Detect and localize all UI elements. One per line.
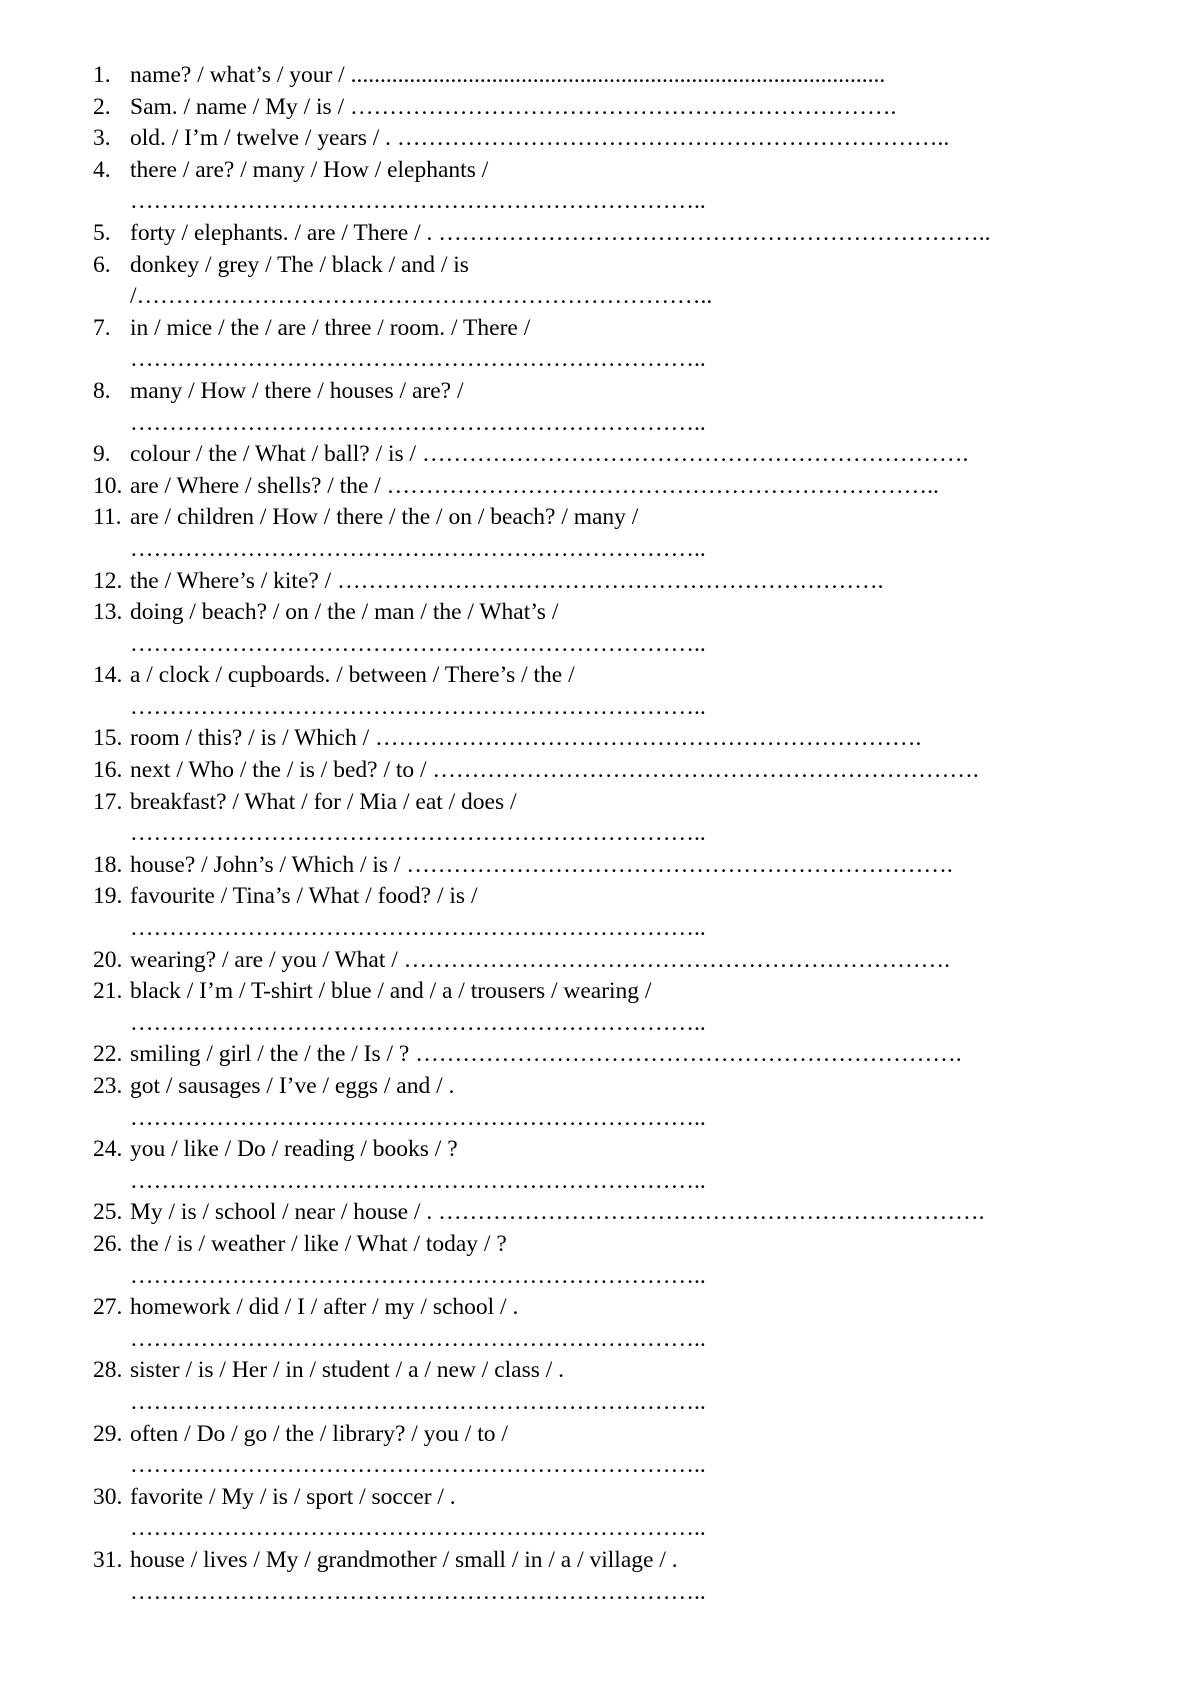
scrambled-words <box>93 850 990 882</box>
answer-blank-inline[interactable]: ……………………………………………………………. <box>375 725 922 752</box>
scrambled-words <box>93 439 990 471</box>
prompt-text: you / like / Do / reading / books / ? <box>130 1136 458 1163</box>
scrambled-words <box>93 1039 990 1071</box>
exercise-number: 27. <box>93 1294 123 1321</box>
scrambled-words <box>93 313 990 345</box>
prompt-text: My / is / school / near / house / . <box>130 1199 439 1226</box>
scrambled-words <box>93 376 990 408</box>
prompt-text: often / Do / go / the / library? / you / to / <box>130 1420 508 1447</box>
prompt-text: doing / beach? / on / the / man / the / What’s / <box>130 599 559 626</box>
exercise-number: 17. <box>93 788 123 815</box>
answer-blank-inline[interactable]: …………………………………………………………….. <box>396 125 950 152</box>
scrambled-words <box>93 123 990 155</box>
prompt-text: donkey / grey / The / black / and / is <box>130 251 469 278</box>
prompt-text: a / clock / cupboards. / between / There’s / the / <box>130 662 575 689</box>
prompt-text: there / are? / many / How / elephants / <box>130 156 489 183</box>
prompt-text: black / I’m / T-shirt / blue / and / a / trousers / wearing / <box>130 978 652 1005</box>
exercise-number: 11. <box>93 504 122 531</box>
prompt-text: are / children / How / there / the / on / beach? / many / <box>130 504 639 531</box>
exercise-number: 24. <box>93 1136 123 1163</box>
prompt-text: are / Where / shells? / the / <box>130 472 387 499</box>
exercise-number: 12. <box>93 567 123 594</box>
answer-blank-line[interactable]: ……………………………………………………………….. <box>130 1167 706 1194</box>
prompt-text: the / Where’s / kite? / <box>130 567 338 594</box>
answer-blank-inline[interactable]: ……………………………………………………………. <box>438 1199 985 1226</box>
exercise-number: 18. <box>93 851 123 878</box>
scrambled-words <box>93 218 990 250</box>
exercise-item <box>93 755 990 787</box>
prompt-text: in / mice / the / are / three / room. / There / <box>130 314 531 341</box>
scrambled-words <box>93 787 990 819</box>
answer-blank-line[interactable]: ……………………………………………………………….. <box>130 1325 706 1352</box>
exercise-number: 22. <box>93 1041 123 1068</box>
answer-blank-inline[interactable]: …………………………………………………………….. <box>438 219 991 246</box>
answer-blank-line[interactable]: ……………………………………………………………….. <box>130 1515 706 1542</box>
answer-blank-line[interactable]: ……………………………………………………………….. <box>130 1578 706 1605</box>
exercise-number: 2. <box>93 93 111 120</box>
exercise-number: 30. <box>93 1483 123 1510</box>
scrambled-words <box>93 1355 990 1387</box>
exercise-item <box>93 1545 990 1608</box>
exercise-item <box>93 976 990 1039</box>
exercise-item <box>93 218 990 250</box>
prompt-text: smiling / girl / the / the / Is / ? <box>130 1041 416 1068</box>
exercise-item <box>93 1039 990 1071</box>
scrambled-words <box>93 1545 990 1577</box>
exercise-item <box>93 471 990 503</box>
answer-blank-inline[interactable]: …………………………………………………………….. <box>386 472 939 499</box>
exercise-item <box>93 502 990 565</box>
exercise-number: 20. <box>93 946 123 973</box>
answer-blank-inline[interactable]: ……………………………………………………………. <box>421 441 969 468</box>
exercise-item <box>93 313 990 376</box>
exercise-item <box>93 566 990 598</box>
exercise-item <box>93 60 990 92</box>
prompt-text: next / Who / the / is / bed? / to / <box>130 757 433 784</box>
answer-blank-line[interactable]: ……………………………………………………………….. <box>130 915 706 942</box>
exercise-number: 6. <box>93 251 111 278</box>
answer-blank-line[interactable]: ……………………………………………………………….. <box>130 1262 706 1289</box>
prompt-text: name? / what’s / your / <box>130 62 351 88</box>
scrambled-words <box>93 155 990 187</box>
answer-blank-inline[interactable]: ……………………………………………………………. <box>403 946 951 973</box>
answer-blank-inline[interactable]: ……………………………………………………………. <box>432 757 979 784</box>
answer-blank-line[interactable]: ……………………………………………………………….. <box>130 1388 706 1415</box>
scrambled-words <box>93 92 990 124</box>
scrambled-words <box>93 976 990 1008</box>
exercise-number: 19. <box>93 883 123 910</box>
prompt-text: many / How / there / houses / are? / <box>130 377 464 404</box>
exercise-number: 31. <box>93 1546 123 1573</box>
scrambled-words <box>93 1134 990 1166</box>
answer-blank-line[interactable]: ……………………………………………………………….. <box>130 535 706 562</box>
prompt-text: wearing? / are / you / What / <box>130 946 404 973</box>
answer-blank-line[interactable]: ……………………………………………………………….. <box>130 1009 706 1036</box>
answer-blank-line[interactable]: ……………………………………………………………….. <box>130 630 706 657</box>
scrambled-words <box>93 597 990 629</box>
exercise-item <box>93 881 990 944</box>
exercise-item <box>93 1197 990 1229</box>
answer-blank-inline[interactable]: ……………………………………………………………. <box>337 567 884 594</box>
exercise-number: 21. <box>93 978 123 1005</box>
scrambled-words <box>93 250 990 282</box>
answer-blank-line[interactable]: ……………………………………………………………….. <box>130 820 706 847</box>
scrambled-words <box>93 502 990 534</box>
scrambled-words <box>93 471 990 503</box>
exercise-number: 15. <box>93 725 123 752</box>
exercise-number: 26. <box>93 1230 123 1257</box>
exercise-number: 5. <box>93 219 111 246</box>
prompt-text: homework / did / I / after / my / school / . <box>130 1294 519 1321</box>
exercise-item <box>93 660 990 723</box>
answer-blank-line[interactable]: ……………………………………………………………….. <box>130 188 706 215</box>
exercise-item <box>93 945 990 977</box>
exercise-number: 14. <box>93 662 123 689</box>
exercise-item <box>93 1229 990 1292</box>
exercise-item <box>93 1134 990 1197</box>
prompt-text: colour / the / What / ball? / is / <box>130 441 422 468</box>
prompt-text: forty / elephants. / are / There / . <box>130 219 439 246</box>
exercise-number: 10. <box>93 472 123 499</box>
answer-blank-line[interactable]: ……………………………………………………………….. <box>130 693 706 720</box>
scrambled-words <box>93 60 990 92</box>
prompt-text: Sam. / name / My / is / <box>130 93 350 120</box>
exercise-number: 13. <box>93 599 123 626</box>
exercise-item <box>93 439 990 471</box>
answer-blank-line[interactable]: ……………………………………………………………….. <box>130 1104 706 1131</box>
exercise-item <box>93 250 990 313</box>
prompt-text: old. / I’m / twelve / years / . <box>130 125 397 152</box>
answer-blank-inline[interactable]: ……………………………………………………………. <box>406 851 953 878</box>
exercise-number: 28. <box>93 1357 123 1384</box>
exercise-item <box>93 1071 990 1134</box>
scrambled-words <box>93 660 990 692</box>
prompt-text: room / this? / is / Which / <box>130 725 375 752</box>
scrambled-words <box>93 566 990 598</box>
exercise-number: 8. <box>93 377 111 404</box>
prompt-text: favorite / My / is / sport / soccer / . <box>130 1483 456 1510</box>
prompt-text: house / lives / My / grandmother / small / in / a / village / . <box>130 1546 678 1573</box>
prompt-text: breakfast? / What / for / Mia / eat / does / <box>130 788 517 815</box>
exercise-item <box>93 1419 990 1482</box>
exercise-number: 7. <box>93 314 111 341</box>
exercise-number: 16. <box>93 757 123 784</box>
exercise-item <box>93 1482 990 1545</box>
scrambled-words <box>93 1071 990 1103</box>
prompt-text: got / sausages / I’ve / eggs / and / . <box>130 1073 455 1099</box>
exercise-item <box>93 1292 990 1355</box>
exercise-number: 29. <box>93 1420 123 1447</box>
answer-blank-inline[interactable]: ........................................................................................... <box>350 62 886 88</box>
answer-blank-line[interactable]: ……………………………………………………………….. <box>130 1452 706 1479</box>
answer-blank-inline[interactable]: ……………………………………………………………. <box>415 1041 962 1068</box>
prompt-text: sister / is / Her / in / student / a / new / class / . <box>130 1357 565 1384</box>
exercise-item <box>93 376 990 439</box>
exercise-number: 3. <box>93 125 111 152</box>
answer-blank-inline[interactable]: ……………………………………………………………. <box>349 93 897 120</box>
exercise-item <box>93 850 990 882</box>
scrambled-words <box>93 945 990 977</box>
prompt-text: favourite / Tina’s / What / food? / is / <box>130 883 478 910</box>
exercise-number: 1. <box>93 62 111 88</box>
answer-blank-line[interactable]: ……………………………………………………………….. <box>130 346 706 373</box>
exercise-item <box>93 787 990 850</box>
exercise-item <box>93 723 990 755</box>
answer-blank-line[interactable]: ……………………………………………………………….. <box>130 409 706 436</box>
scrambled-words <box>93 1419 990 1451</box>
exercise-number: 9. <box>93 441 111 468</box>
prompt-text: the / is / weather / like / What / today / ? <box>130 1230 507 1257</box>
exercise-item <box>93 597 990 660</box>
exercise-number: 4. <box>93 156 111 183</box>
exercise-item <box>93 155 990 218</box>
scrambled-words <box>93 881 990 913</box>
prompt-text: house? / John’s / Which / is / <box>130 851 407 878</box>
exercise-item <box>93 92 990 124</box>
scrambled-words <box>93 1292 990 1324</box>
answer-blank-line[interactable]: /……………………………………………………………….. <box>130 283 713 310</box>
exercise-item <box>93 1355 990 1418</box>
scrambled-words <box>93 755 990 787</box>
exercise-list <box>93 60 990 1608</box>
scrambled-words <box>93 1197 990 1229</box>
exercise-number: 25. <box>93 1199 123 1226</box>
scrambled-words <box>93 1482 990 1514</box>
exercise-item <box>93 123 990 155</box>
scrambled-words <box>93 1229 990 1261</box>
exercise-number: 23. <box>93 1073 123 1099</box>
scrambled-words <box>93 723 990 755</box>
